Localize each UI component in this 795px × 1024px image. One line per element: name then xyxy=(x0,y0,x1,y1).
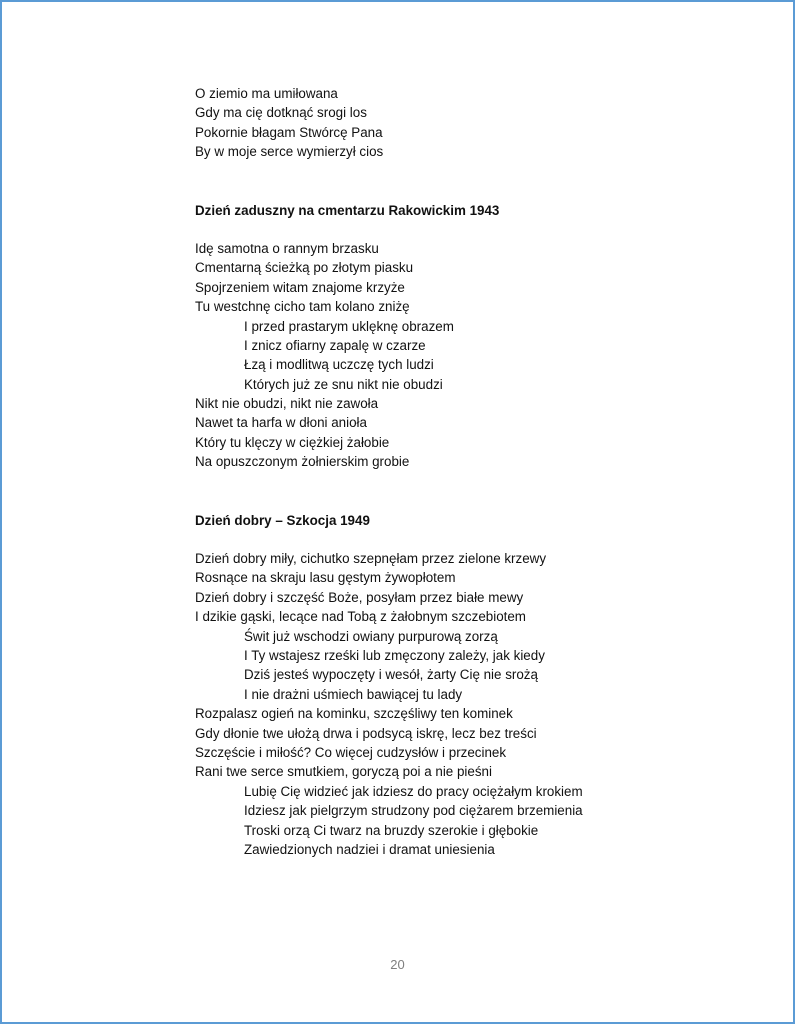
poem-line: Nikt nie obudzi, nikt nie zawoła xyxy=(195,396,379,412)
poem-line: Dzień dobry i szczęść Boże, posyłam przez białe mewy xyxy=(195,589,524,605)
poem-line: Świt już wschodzi owiany purpurową zorzą xyxy=(244,628,498,644)
poem-line: Który tu klęczy w ciężkiej żałobie xyxy=(195,434,390,450)
poem-body xyxy=(195,549,715,859)
intro-stanza xyxy=(195,84,715,162)
poem-line: I znicz ofiarny zapalę w czarze xyxy=(244,337,426,353)
poem-line: Gdy ma cię dotknąć srogi los xyxy=(195,105,367,121)
poem-line: Tu westchnę cicho tam kolano zniżę xyxy=(195,299,410,315)
poem-line: Dzień dobry miły, cichutko szepnęłam przez zielone krzewy xyxy=(195,551,547,567)
poem-line: I przed prastarym uklęknę obrazem xyxy=(244,318,454,334)
page-content xyxy=(195,84,715,859)
poem-line: Rosnące na skraju lasu gęstym żywopłotem xyxy=(195,570,456,586)
poem-line: Zawiedzionych nadziei i dramat uniesienia xyxy=(244,841,495,857)
poem-line: Spojrzeniem witam znajome krzyże xyxy=(195,279,405,295)
poem-line: Idę samotna o rannym brzasku xyxy=(195,240,379,256)
poem-line: Rani twe serce smutkiem, goryczą poi a nie pieśni xyxy=(195,764,492,780)
poem-body xyxy=(195,239,715,472)
poem-line: O ziemio ma umiłowana xyxy=(195,86,338,101)
poem-line: By w moje serce wymierzył cios xyxy=(195,144,384,160)
poem-line: Idziesz jak pielgrzym strudzony pod ciężarem brzemienia xyxy=(244,803,583,819)
poem-line: Nawet ta harfa w dłoni anioła xyxy=(195,415,367,431)
poem-title: Dzień zaduszny na cmentarzu Rakowickim 1943 xyxy=(195,202,500,218)
page-number: 20 xyxy=(390,957,405,972)
poem-line: Na opuszczonym żołnierskim grobie xyxy=(195,454,410,470)
poem-line: Lubię Cię widzieć jak idziesz do pracy ociężałym krokiem xyxy=(244,783,583,799)
poem-line: Których już ze snu nikt nie obudzi xyxy=(244,376,443,392)
poem-line: I nie drażni uśmiech bawiącej tu lady xyxy=(244,686,463,702)
poem-line: Cmentarną ścieżką po złotym piasku xyxy=(195,260,414,276)
poem-line: Rozpalasz ogień na kominku, szczęśliwy ten kominek xyxy=(195,706,513,722)
poem-line: Dziś jesteś wypoczęty i wesół, żarty Cię nie srożą xyxy=(244,667,538,683)
poem-line: Szczęście i miłość? Co więcej cudzysłów i przecinek xyxy=(195,744,507,760)
poem-line: I dzikie gąski, lecące nad Tobą z żałobnym szczebiotem xyxy=(195,609,526,625)
poem-line: Gdy dłonie twe ułożą drwa i podsycą iskrę, lecz bez treści xyxy=(195,725,537,741)
poem-line: Łzą i modlitwą uczczę tych ludzi xyxy=(244,357,434,373)
poem-title: Dzień dobry – Szkocja 1949 xyxy=(195,512,370,528)
poem-line: I Ty wstajesz rześki lub zmęczony zależy, jak kiedy xyxy=(244,647,545,663)
poem-line: Troski orzą Ci twarz na bruzdy szerokie i głębokie xyxy=(244,822,539,838)
poem-line: Pokornie błagam Stwórcę Pana xyxy=(195,124,383,140)
